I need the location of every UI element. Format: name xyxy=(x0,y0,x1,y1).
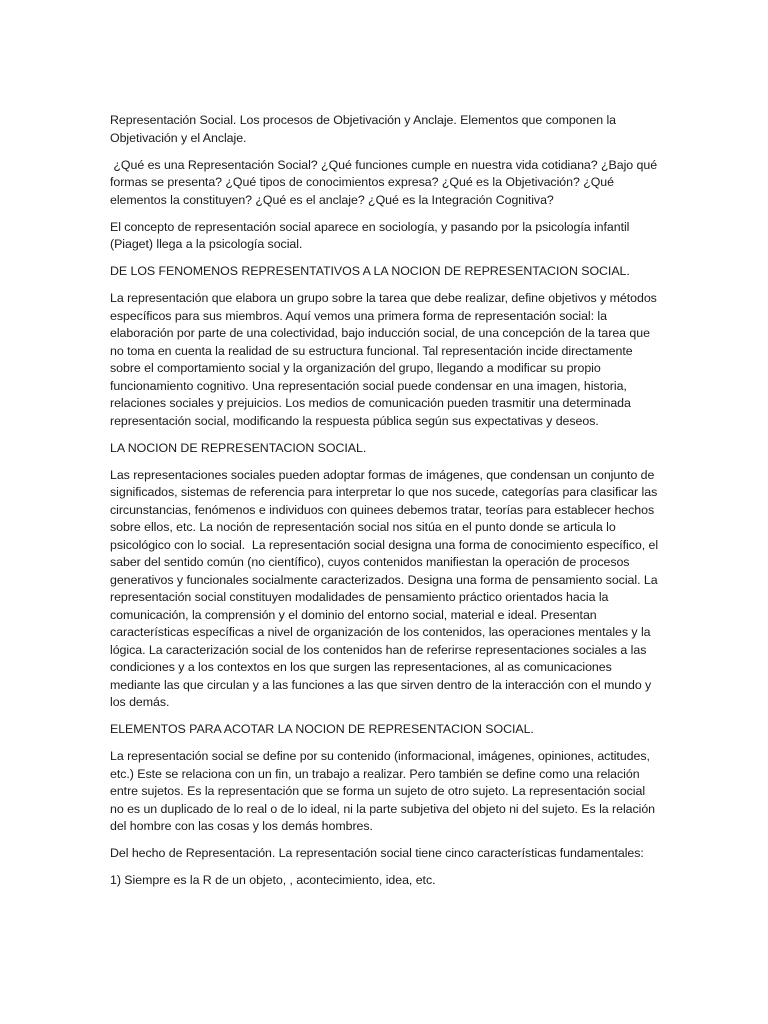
questions-paragraph: ¿Qué es una Representación Social? ¿Qué funciones cumple en nuestra vida cotidiana? ¿Bajo qué formas se presenta? ¿Qué tipos de conocimientos expresa? ¿Qué es la Objetivación? ¿Qué elementos la constituyen? ¿Qué es el anclaje? ¿Qué es la Integración Cognitiva? xyxy=(110,157,661,207)
body-paragraph-hecho: Del hecho de Representación. La representación social tiene cinco características fundamentales: xyxy=(110,846,644,860)
document-body xyxy=(110,112,660,899)
body-paragraph-fenomenos: La representación que elabora un grupo sobre la tarea que debe realizar, define objetivos y métodos específicos para sus miembros. Aquí vemos una primera forma de representación social: la elaboración por parte de una colectividad, bajo inducción social, de una concepción de la tarea que no toma en cuenta la realidad de su estructura funcional. Tal representación incide directamente sobre el comportamiento social y la organización del grupo, llegando a modificar su propio funcionamiento cognitivo. Una representación social puede condensar en una imagen, historia, relaciones sociales y prejuicios. Los medios de comunicación pueden trasmitir una determinada representación social, modificando la respuesta pública según sus expectativas y deseos. xyxy=(110,291,657,428)
body-paragraph-elementos: La representación social se define por su contenido (informacional, imágenes, opiniones, actitudes, etc.) Este se relaciona con un fin, un trabajo a realizar. Pero también se define como una relación entre sujetos. Es la representación que se forma un sujeto de otro sujeto. La representación social no es un duplicado de lo real o de lo ideal, ni la parte subjetiva del objeto ni del sujeto. Es la relación del hombre con las cosas y los demás hombres. xyxy=(110,749,656,833)
list-item-1: 1) Siempre es la R de un objeto, , acontecimiento, idea, etc. xyxy=(110,873,436,887)
document-title: Representación Social. Los procesos de Objetivación y Anclaje. Elementos que componen la Objetivación y el Anclaje. xyxy=(110,113,616,145)
body-paragraph-nocion: Las representaciones sociales pueden adoptar formas de imágenes, que condensan un conjunto de significados, sistemas de referencia para interpretar lo que nos sucede, categorías para clasificar las circunstancias, fenómenos e individuos con quinees debemos tratar, teorías para establecer hechos sobre ellos, etc. La noción de representación social nos sitúa en el punto donde se articula lo psicológico con lo social. La representación social designa una forma de conocimiento específico, el saber del sentido común (no científico), cuyos contenidos manifiestan la operación de procesos generativos y funcionales socialmente caracterizados. Designa una forma de pensamiento social. La representación social constituyen modalidades de pensamiento práctico orientados hacia la comunicación, la comprensión y el dominio del entorno social, material e ideal. Presentan características específicas a nivel de organización de los contenidos, las operaciones mentales y la lógica. La caracterización social de los contenidos han de referirse representaciones sociales a las condiciones y a los contextos en los que surgen las representaciones, al as comunicaciones mediante las que circulan y a las funciones a las que sirven dentro de la interacción con el mundo y los demás. xyxy=(110,467,662,709)
section-heading-nocion: LA NOCION DE REPRESENTACION SOCIAL. xyxy=(110,440,367,455)
intro-paragraph: El concepto de representación social aparece en sociología, y pasando por la psicología infantil (Piaget) llega a la psicología social. xyxy=(110,219,630,251)
section-heading-fenomenos: DE LOS FENOMENOS REPRESENTATIVOS A LA NOCION DE REPRESENTACION SOCIAL. xyxy=(110,264,630,278)
section-heading-elementos: ELEMENTOS PARA ACOTAR LA NOCION DE REPRESENTACION SOCIAL. xyxy=(110,722,534,736)
